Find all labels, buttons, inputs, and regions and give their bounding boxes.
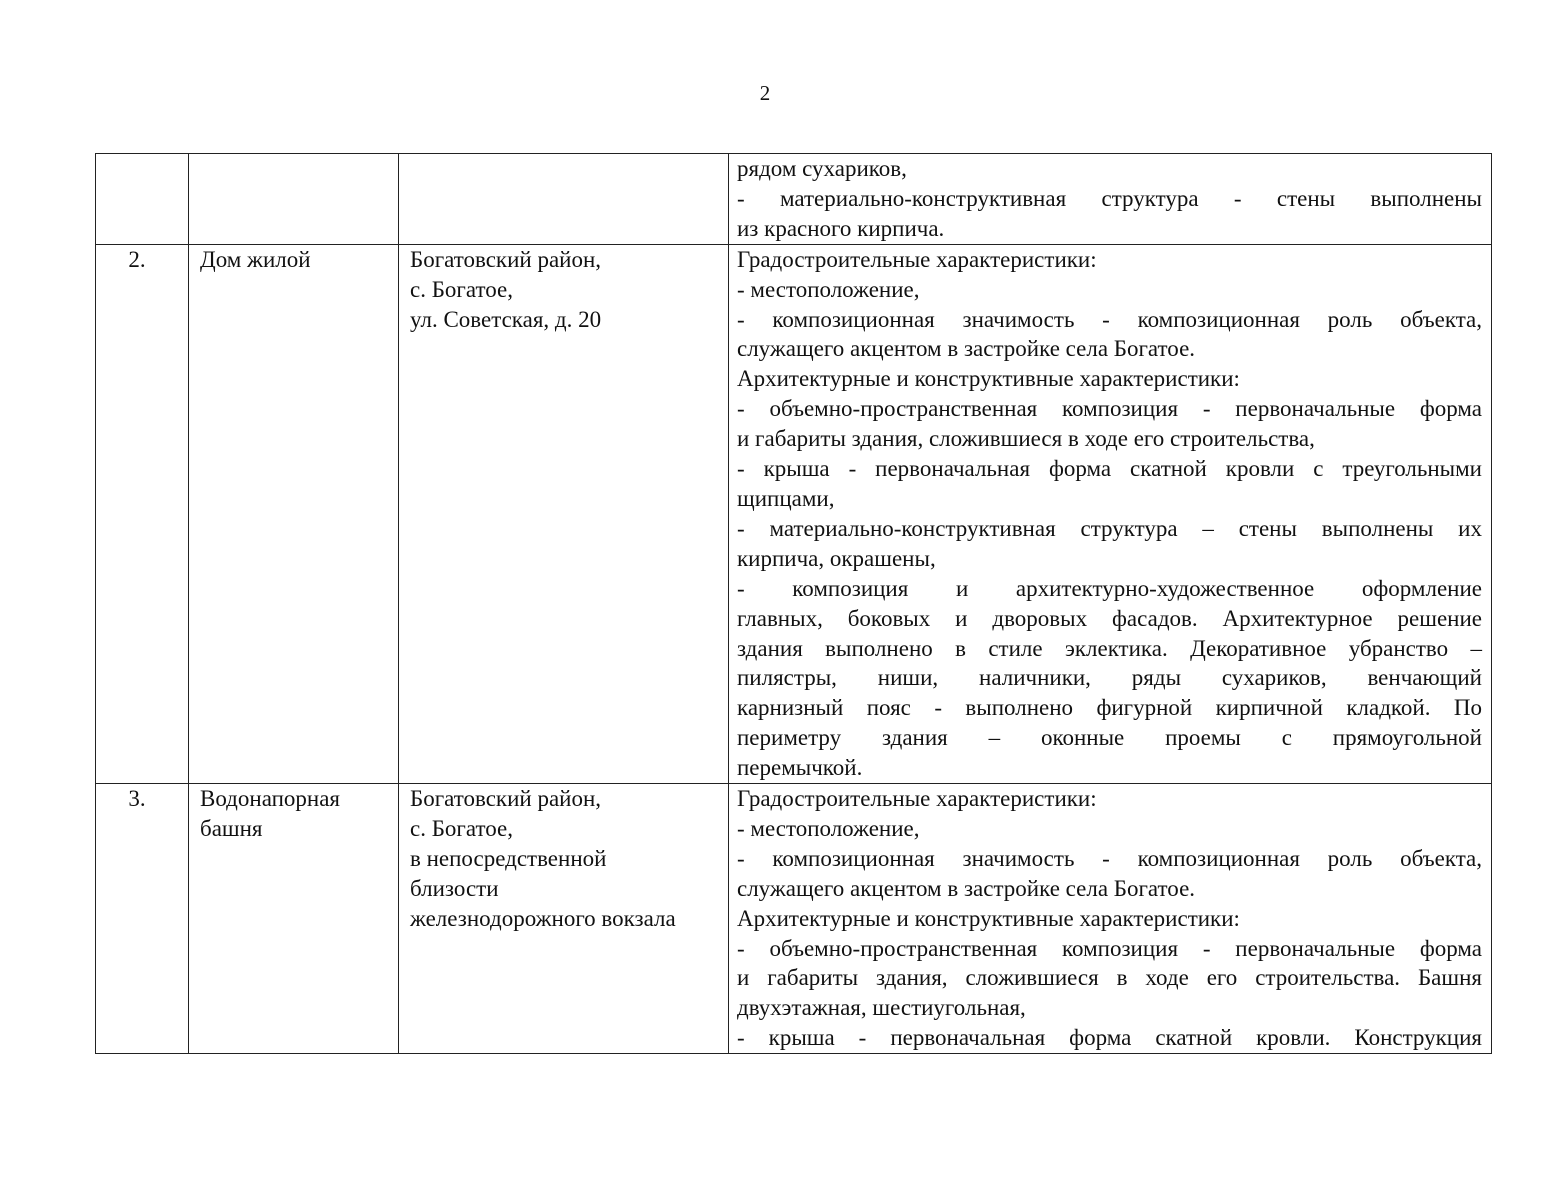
description-line: и габариты здания, сложившиеся в ходе его строительства. Башня bbox=[737, 965, 1482, 991]
cell-line: в непосредственной bbox=[410, 845, 607, 871]
row-number-cell bbox=[96, 154, 189, 245]
cell-line: железнодорожного вокзала bbox=[410, 905, 676, 931]
description-line: пилястры, ниши, наличники, ряды сухариков, венчающий bbox=[737, 665, 1482, 691]
description-cell bbox=[729, 244, 1492, 783]
description-line: и габариты здания, сложившиеся в ходе его строительства, bbox=[737, 426, 1315, 452]
description-line: - композиционная значимость - композиционная роль объекта, bbox=[737, 845, 1482, 871]
description-line: главных, боковых и дворовых фасадов. Архитектурное решение bbox=[737, 605, 1482, 631]
table-row bbox=[96, 244, 1492, 783]
cell-line: с. Богатое, bbox=[410, 276, 513, 302]
description-cell bbox=[729, 154, 1492, 245]
description-line: здания выполнено в стиле эклектика. Декоративное убранство – bbox=[737, 635, 1482, 661]
description-line: - объемно-пространственная композиция - первоначальные форма bbox=[737, 396, 1482, 422]
description-line: - материально-конструктивная структура – стены выполнены их bbox=[737, 515, 1482, 541]
description-line: карнизный пояс - выполнено фигурной кирпичной кладкой. По bbox=[737, 695, 1482, 721]
cell-line: Дом жилой bbox=[200, 246, 311, 272]
heritage-objects-table bbox=[95, 153, 1492, 1054]
description-line: рядом сухариков, bbox=[737, 156, 907, 181]
description-line: - крыша - первоначальная форма скатной кровли с треугольными bbox=[737, 456, 1482, 482]
cell-line: Богатовский район, bbox=[410, 246, 602, 272]
description-line: - местоположение, bbox=[737, 815, 920, 841]
description-line: - местоположение, bbox=[737, 276, 920, 302]
description-line: Архитектурные и конструктивные характеристики: bbox=[737, 905, 1240, 931]
address-cell bbox=[399, 784, 729, 1054]
description-line: Архитектурные и конструктивные характеристики: bbox=[737, 366, 1240, 392]
object-name-cell bbox=[189, 784, 399, 1054]
description-line: - композиционная значимость - композиционная роль объекта, bbox=[737, 306, 1482, 332]
table-body bbox=[96, 154, 1492, 1054]
description-line: двухэтажная, шестиугольная, bbox=[737, 995, 1026, 1021]
row-number-cell: 3. bbox=[96, 784, 189, 1054]
cell-line: близости bbox=[410, 875, 499, 901]
description-line: щипцами, bbox=[737, 485, 835, 511]
description-line: - крыша - первоначальная форма скатной кровли. Конструкция bbox=[737, 1025, 1482, 1051]
cell-line: ул. Советская, д. 20 bbox=[410, 306, 602, 332]
cell-line: башня bbox=[200, 815, 263, 841]
address-cell bbox=[399, 244, 729, 783]
description-line: Градостроительные характеристики: bbox=[737, 786, 1097, 812]
table-row bbox=[96, 154, 1492, 245]
description-line: из красного кирпича. bbox=[737, 215, 945, 241]
table-row bbox=[96, 784, 1492, 1054]
description-line: кирпича, окрашены, bbox=[737, 545, 936, 571]
description-line: - материально-конструктивная структура - стены выполнены bbox=[737, 185, 1482, 211]
row-number-cell: 2. bbox=[96, 244, 189, 783]
object-name-cell bbox=[189, 154, 399, 245]
description-cell bbox=[729, 784, 1492, 1054]
description-line: перемычкой. bbox=[737, 755, 863, 781]
cell-line: Богатовский район, bbox=[410, 786, 602, 812]
cell-line: с. Богатое, bbox=[410, 815, 513, 841]
description-line: служащего акцентом в застройке села Богатое. bbox=[737, 875, 1196, 901]
description-line: - композиция и архитектурно-художественное оформление bbox=[737, 575, 1482, 601]
description-line: служащего акцентом в застройке села Богатое. bbox=[737, 336, 1196, 362]
address-cell bbox=[399, 154, 729, 245]
description-line: Градостроительные характеристики: bbox=[737, 246, 1097, 272]
object-name-cell bbox=[189, 244, 399, 783]
description-line: периметру здания – оконные проемы с прямоугольной bbox=[737, 725, 1482, 751]
page-number: 2 bbox=[759, 81, 771, 105]
cell-line: Водонапорная bbox=[200, 786, 340, 812]
description-line: - объемно-пространственная композиция - первоначальные форма bbox=[737, 935, 1482, 961]
